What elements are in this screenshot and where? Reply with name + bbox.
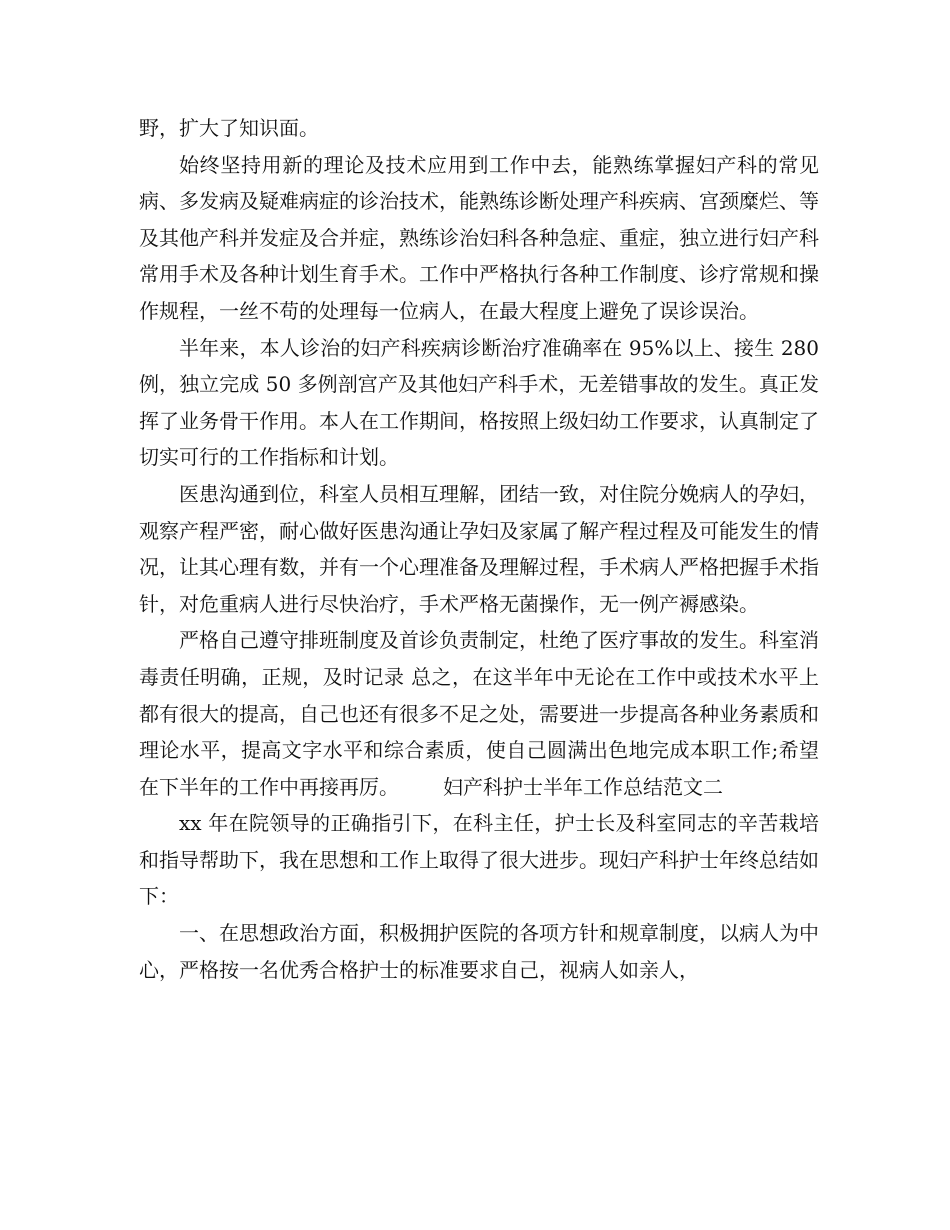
paragraph-3: 半年来，本人诊治的妇产科疾病诊断治疗准确率在 95%以上、接生 280 例，独立完成 50 多例剖宫产及其他妇产科手术，无差错事故的发生。真正发挥了业务骨干作用。本人在工作期间，格按照上级妇幼工作要求，认真制定了切实可行的工作指标和计划。 [139,335,819,470]
paragraph-7: 一、在思想政治方面，积极拥护医院的各项方针和规章制度，以病人为中心，严格按一名优秀合格护士的标准要求自己，视病人如亲人， [139,921,819,982]
paragraph-5 [139,622,819,805]
paragraph-4: 医患沟通到位，科室人员相互理解，团结一致，对住院分娩病人的孕妇，观察产程严密，耐心做好医患沟通让孕妇及家属了解产程过程及可能发生的情况，让其心理有数，并有一个心理准备及理解过程，手术病人严格把握手术指针，对危重病人进行尽快治疗，手术严格无菌操作，无一例产褥感染。 [139,481,819,616]
document-body [139,110,819,988]
section-heading-two: 妇产科护士半年工作总结范文二 [443,774,723,799]
paragraph-1: 野，扩大了知识面。 [139,116,319,140]
paragraph-5-text: 严格自己遵守排班制度及首诊负责制定，杜绝了医疗事故的发生。科室消毒责任明确，正规，及时记录 总之，在这半年中无论在工作中或技术水平上都有很大的提高，自己也还有很多不足之处，需要进一步提高各种业务素质和理论水平，提高文字水平和综合素质，使自己圆满出色地完成本职工作;希望在下半年的工作中再接再厉。 [139,628,819,799]
paragraph-2: 始终坚持用新的理论及技术应用到工作中去，能熟练掌握妇产科的常见病、多发病及疑难病症的诊治技术，能熟练诊断处理产科疾病、宫颈糜烂、等及其他产科并发症及合并症，熟练诊治妇科各种急症、重症，独立进行妇产科常用手术及各种计划生育手术。工作中严格执行各种工作制度、诊疗常规和操作规程，一丝不苟的处理每一位病人，在最大程度上避免了误诊误治。 [139,152,819,323]
paragraph-6: xx 年在院领导的正确指引下，在科主任，护士长及科室同志的辛苦栽培和指导帮助下，我在思想和工作上取得了很大进步。现妇产科护士年终总结如下： [139,811,819,909]
